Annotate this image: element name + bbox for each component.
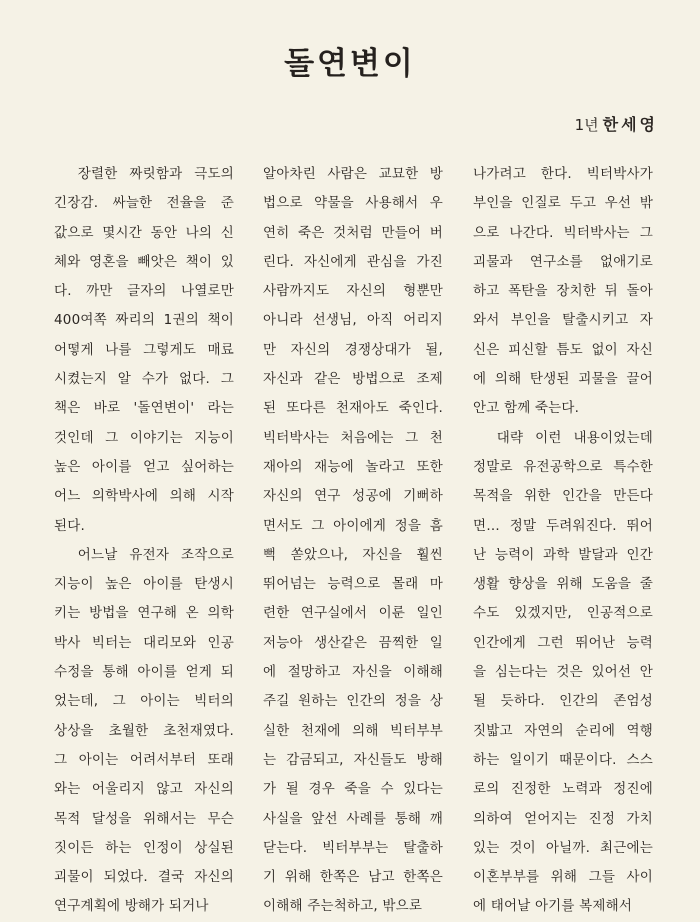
text-column-1: [54, 160, 234, 922]
text-line: 키는 방법을 연구해 온 의학: [54, 605, 234, 622]
text-line: 와는 어울리지 않고 자신의: [54, 781, 234, 798]
text-line: 하는 일이기 때문이다. 스스: [473, 751, 653, 768]
byline: [575, 112, 658, 135]
text-line: 는 감금되고, 자신들도 방해: [263, 751, 443, 768]
text-line: 이해해 주는척하고, 밖으로: [263, 898, 423, 915]
text-line: 연히 죽은 것처럼 만들어 버: [263, 224, 443, 241]
text-line: 목적을 위한 인간을 만든다: [473, 488, 653, 505]
text-line: 자신의 연구 성공에 기뻐하: [263, 488, 443, 505]
text-line: 저능아 생산같은 끔찍한 일: [263, 634, 443, 651]
text-line: 짓밟고 자연의 순리에 역행: [473, 722, 653, 739]
text-line: 알아차린 사람은 교묘한 방: [263, 166, 443, 182]
text-line: 면… 정말 두려워진다. 뛰어: [473, 517, 653, 534]
text-line: 실한 천재에 의해 빅터부부: [263, 722, 443, 739]
page-title: 돌연변이: [284, 46, 416, 82]
text-line: 정말로 유전공학으로 특수한: [473, 458, 653, 475]
text-line: 수도 있겠지만, 인공적으로: [473, 605, 653, 622]
text-line: 수정을 통해 아이를 얻게 되: [54, 664, 234, 681]
text-line: 것인데 그 이야기는 지능이: [54, 429, 234, 446]
text-line: 짓이든 하는 인정이 상실된: [54, 839, 234, 856]
text-line: 괴물이 되었다. 결국 자신의: [54, 869, 234, 886]
text-line: 된 또다른 천재아도 죽인다.: [263, 400, 443, 417]
text-column-3: [473, 160, 653, 922]
text-line: 긴장감. 싸늘한 전율을 준: [54, 195, 234, 212]
author-grade: 1년: [574, 116, 599, 134]
text-line: 자신과 같은 방법으로 조제: [263, 371, 443, 388]
text-line: 뻑 쏟았으나, 자신을 훨씬: [263, 546, 443, 563]
text-line: 기 위해 한쪽은 남고 한쪽은: [263, 869, 443, 886]
text-line: 련한 연구실에서 이룬 일인: [263, 605, 443, 622]
text-line: 에 절망하고 자신을 이해해: [263, 664, 443, 681]
text-line: 어느날 유전자 조작으로: [54, 546, 234, 563]
text-line: 박사 빅터는 대리모와 인공: [54, 634, 234, 651]
text-line: 부인을 인질로 두고 우선 밖: [473, 195, 653, 212]
text-line: 대략 이런 내용이었는데: [473, 429, 653, 446]
text-line: 어떻게 나를 그렇게도 매료: [54, 341, 234, 358]
text-line: 목적 달성을 위해서는 무슨: [54, 810, 234, 827]
text-line: 이혼부부를 위해 그들 사이: [473, 869, 653, 886]
text-line: 뛰어넘는 능력으로 몰래 마: [263, 576, 443, 593]
text-line: 면서도 그 아이에게 정을 흠: [263, 517, 443, 534]
text-line: 나가려고 한다. 빅터박사가: [473, 166, 653, 182]
text-line: 다. 까만 글자의 나열로만: [54, 283, 234, 300]
text-line: 재아의 재능에 놀라고 또한: [263, 458, 443, 475]
text-line: 장렬한 짜릿함과 극도의: [54, 166, 234, 182]
text-line: 와서 부인을 탈출시키고 자: [473, 312, 653, 329]
text-column-2: [263, 160, 443, 922]
text-line: 아니라 선생님, 아직 어리지: [263, 312, 443, 329]
text-line: 시켰는지 알 수가 없다. 그: [54, 371, 234, 388]
text-line: 법으로 약물을 사용해서 우: [263, 195, 443, 212]
text-line: 값으로 몇시간 동안 나의 신: [54, 224, 234, 241]
text-line: 린다. 자신에게 관심을 가진: [263, 253, 443, 270]
text-line: 에 태어날 아기를 복제해서: [473, 898, 633, 915]
text-line: 있는 것이 아닐까. 최근에는: [473, 839, 653, 856]
text-line: 체와 영혼을 빼앗은 책이 있: [54, 253, 234, 270]
text-line: 그 아이는 어려서부터 또래: [54, 751, 234, 768]
text-line: 을 심는다는 것은 있어선 안: [473, 664, 653, 681]
text-line: 닫는다. 빅터부부는 탈출하: [263, 839, 443, 856]
text-line: 높은 아이를 얻고 싶어하는: [54, 458, 234, 475]
text-line: 하고 폭탄을 장치한 뒤 돌아: [473, 283, 653, 300]
text-line: 상상을 초월한 초천재였다.: [54, 722, 234, 739]
text-line: 주길 원하는 인간의 정을 상: [263, 693, 443, 710]
text-line: 신은 피신할 틈도 없이 자신: [473, 341, 653, 358]
text-line: 인간에게 그런 뛰어난 능력: [473, 634, 653, 651]
text-line: 에 의해 탄생된 괴물을 끌어: [473, 371, 653, 388]
text-line: 사람까지도 자신의 형뿐만: [263, 283, 443, 300]
text-line: 괴물과 연구소를 없애기로: [473, 253, 653, 270]
text-line: 안고 함께 죽는다.: [473, 400, 580, 417]
text-line: 될 듯하다. 인간의 존엄성: [473, 693, 653, 710]
text-line: 지능이 높은 아이를 탄생시: [54, 576, 234, 593]
text-line: 연구계획에 방해가 되거나: [54, 898, 209, 915]
text-line: 된다.: [54, 517, 85, 534]
text-line: 400여쪽 짜리의 1권의 책이: [54, 312, 234, 329]
text-line: 생활 향상을 위해 도움을 줄: [473, 576, 653, 593]
text-line: 난 능력이 과학 발달과 인간: [473, 546, 653, 563]
text-line: 만 자신의 경쟁상대가 될,: [263, 341, 443, 358]
text-line: 어느 의학박사에 의해 시작: [54, 488, 234, 505]
text-line: 사실을 앞선 사례를 통해 깨: [263, 810, 443, 827]
text-line: 책은 바로 '돌연변이' 라는: [54, 400, 234, 417]
text-line: 로의 진정한 노력과 정진에: [473, 781, 653, 798]
text-line: 의하여 얻어지는 진정 가치: [473, 810, 653, 827]
author-name: 한세영: [602, 115, 658, 134]
text-line: 었는데, 그 아이는 빅터의: [54, 693, 234, 710]
text-line: 빅터박사는 처음에는 그 천: [263, 429, 443, 446]
text-line: 으로 나간다. 빅터박사는 그: [473, 224, 653, 241]
text-line: 가 될 경우 죽을 수 있다는: [263, 781, 443, 798]
